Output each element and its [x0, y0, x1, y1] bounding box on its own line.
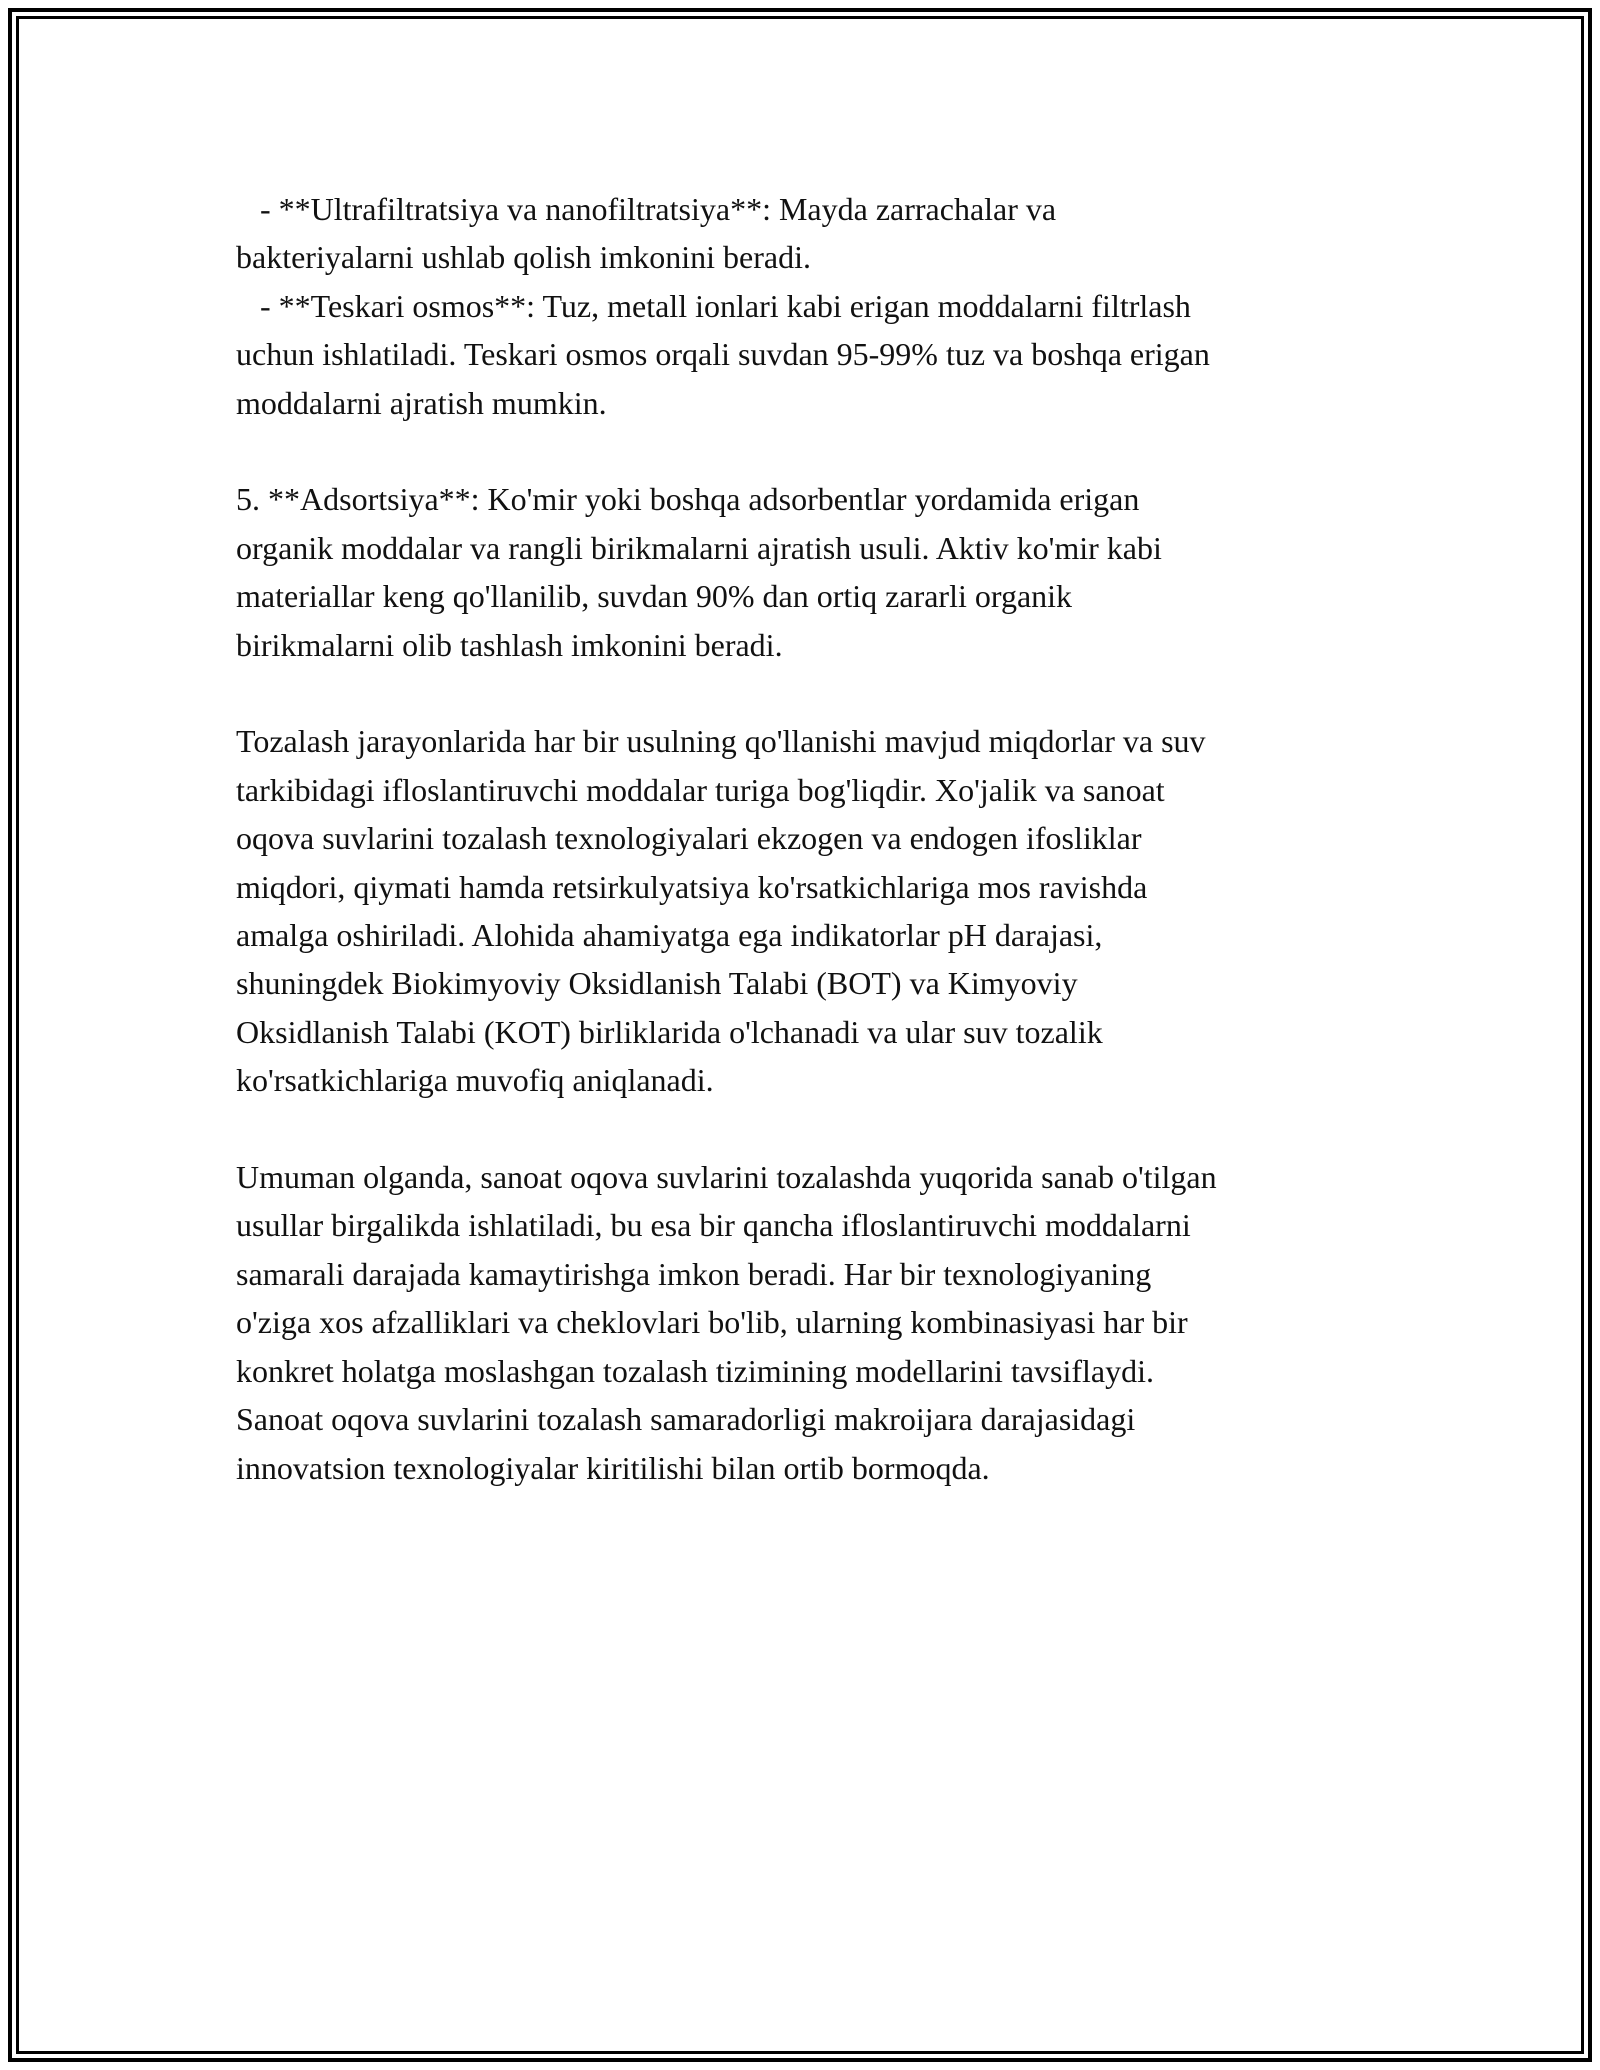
paragraph-gap	[236, 669, 1376, 717]
text-line: 5. **Adsortsiya**: Ko'mir yoki boshqa adsorbentlar yordamida erigan	[236, 481, 1140, 518]
treatment-process-paragraph	[236, 717, 1376, 1104]
text-line: Tozalash jarayonlarida har bir usulning qo'llanishi mavjud miqdorlar va suv	[236, 723, 1206, 760]
text-line: moddalarni ajratish mumkin.	[236, 384, 607, 421]
text-line: miqdori, qiymati hamda retsirkulyatsiya ko'rsatkichlariga mos ravishda	[236, 868, 1148, 905]
text-line: konkret holatga moslashgan tozalash tizimining modellarini tavsiflaydi.	[236, 1352, 1155, 1389]
text-line: uchun ishlatiladi. Teskari osmos orqali suvdan 95-99% tuz va boshqa erigan	[236, 336, 1210, 373]
text-line: usullar birgalikda ishlatiladi, bu esa bir qancha ifloslantiruvchi moddalarni	[236, 1207, 1191, 1244]
adsorption-paragraph	[236, 475, 1376, 669]
text-line: bakteriyalarni ushlab qolish imkonini beradi.	[236, 239, 811, 276]
text-line: ko'rsatkichlariga muvofiq aniqlanadi.	[236, 1062, 714, 1099]
text-line: amalga oshiriladi. Alohida ahamiyatga ega indikatorlar pH darajasi,	[236, 917, 1103, 954]
text-line: samarali darajada kamaytirishga imkon beradi. Har bir texnologiyaning	[236, 1255, 1152, 1292]
paragraph-gap	[236, 1105, 1376, 1153]
text-line: Umuman olganda, sanoat oqova suvlarini tozalashda yuqorida sanab o'tilgan	[236, 1159, 1217, 1196]
filtration-list	[236, 185, 1376, 427]
text-line: tarkibidagi ifloslantiruvchi moddalar turiga bog'liqdir. Xo'jalik va sanoat	[236, 771, 1165, 808]
text-line: Sanoat oqova suvlarini tozalash samaradorligi makroijara darajasidagi	[236, 1401, 1136, 1438]
text-line: oqova suvlarini tozalash texnologiyalari ekzogen va endogen ifosliklar	[236, 820, 1142, 857]
document-body	[236, 185, 1376, 1492]
text-line: - **Teskari osmos**: Tuz, metall ionlari kabi erigan moddalarni filtrlash	[236, 287, 1191, 324]
text-line: - **Ultrafiltratsiya va nanofiltratsiya**: Mayda zarrachalar va	[236, 191, 1057, 227]
text-line: organik moddalar va rangli birikmalarni ajratish usuli. Aktiv ko'mir kabi	[236, 529, 1162, 566]
conclusion-paragraph	[236, 1153, 1376, 1492]
text-line: innovatsion texnologiyalar kiritilishi bilan ortib bormoqda.	[236, 1449, 990, 1486]
text-line: materiallar keng qo'llanilib, suvdan 90% dan ortiq zararli organik	[236, 578, 1073, 615]
text-line: birikmalarni olib tashlash imkonini beradi.	[236, 626, 783, 663]
text-line: shuningdek Biokimyoviy Oksidlanish Talabi (BOT) va Kimyoviy	[236, 965, 1078, 1002]
text-line: Oksidlanish Talabi (KOT) birliklarida o'lchanadi va ular suv tozalik	[236, 1013, 1103, 1050]
text-line: o'ziga xos afzalliklari va cheklovlari bo'lib, ularning kombinasiyasi har bir	[236, 1304, 1188, 1341]
paragraph-gap	[236, 427, 1376, 475]
